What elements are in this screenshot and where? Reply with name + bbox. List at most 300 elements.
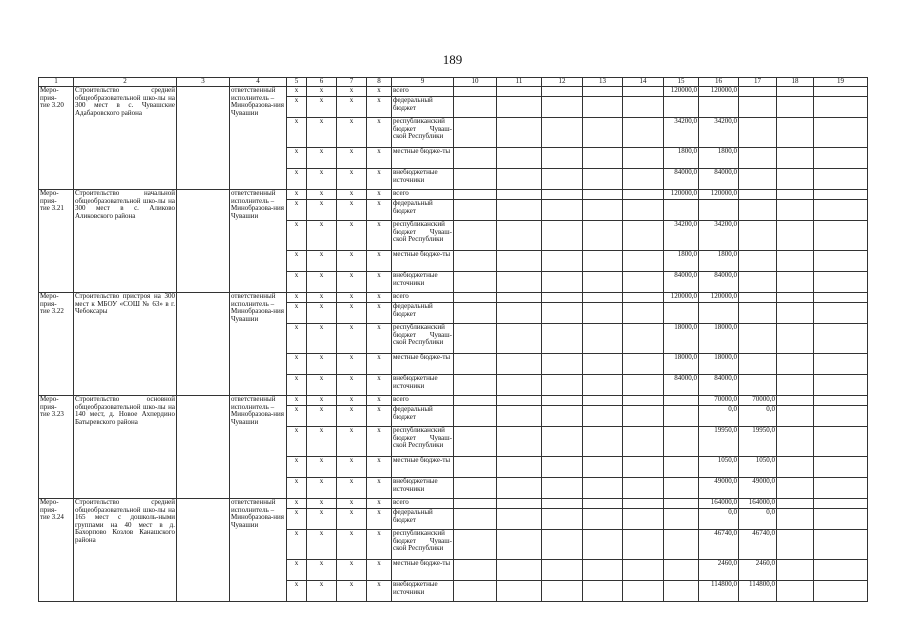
- empty-cell: [497, 97, 542, 118]
- empty-cell: [623, 118, 664, 148]
- funding-source: республиканский бюджет Чуваш-ской Республики: [392, 118, 454, 148]
- empty-cell: [623, 221, 664, 251]
- empty-cell: [777, 272, 814, 293]
- value-cell: 46740,0: [699, 530, 739, 560]
- empty-cell: [814, 221, 868, 251]
- value-cell: [739, 221, 777, 251]
- empty-cell: [814, 97, 868, 118]
- column-header: 9: [392, 78, 454, 87]
- empty-cell: [777, 354, 814, 375]
- value-cell: 2460,0: [699, 560, 739, 581]
- empty-cell: [777, 118, 814, 148]
- empty-cell: [583, 251, 623, 272]
- code-cell: х: [337, 396, 367, 406]
- empty-cell: [623, 530, 664, 560]
- empty-cell: [542, 560, 583, 581]
- code-cell: х: [337, 560, 367, 581]
- empty-cell: [454, 530, 497, 560]
- empty-cell: [454, 375, 497, 396]
- empty-cell: [623, 272, 664, 293]
- code-cell: х: [337, 118, 367, 148]
- funding-source: федеральный бюджет: [392, 509, 454, 530]
- empty-cell: [814, 148, 868, 169]
- code-cell: х: [307, 427, 337, 457]
- code-cell: х: [337, 499, 367, 509]
- empty-cell: [583, 396, 623, 406]
- empty-cell: [497, 293, 542, 303]
- value-cell: 1800,0: [664, 148, 699, 169]
- code-cell: х: [287, 293, 307, 303]
- activity-executor: ответственный исполнитель – Минобразова-ния Чувашии: [230, 293, 287, 396]
- empty-cell: [583, 272, 623, 293]
- value-cell: 0,0: [699, 406, 739, 427]
- code-cell: х: [337, 190, 367, 200]
- code-cell: х: [337, 148, 367, 169]
- empty-cell: [542, 190, 583, 200]
- funding-source: внебюджетные источники: [392, 478, 454, 499]
- column-header: 14: [623, 78, 664, 87]
- value-cell: [739, 87, 777, 97]
- activity-executor: ответственный исполнитель – Минобразова-ния Чувашии: [230, 499, 287, 602]
- value-cell: 49000,0: [739, 478, 777, 499]
- activity-executor: ответственный исполнитель – Минобразова-ния Чувашии: [230, 190, 287, 293]
- code-cell: х: [287, 221, 307, 251]
- empty-cell: [454, 324, 497, 354]
- code-cell: х: [337, 87, 367, 97]
- value-cell: [664, 406, 699, 427]
- empty-cell: [542, 148, 583, 169]
- empty-cell: [497, 190, 542, 200]
- value-cell: 84000,0: [699, 375, 739, 396]
- empty-cell: [454, 293, 497, 303]
- value-cell: [739, 169, 777, 190]
- code-cell: х: [287, 200, 307, 221]
- empty-cell: [497, 375, 542, 396]
- code-cell: х: [367, 200, 392, 221]
- empty-cell: [814, 457, 868, 478]
- code-cell: х: [287, 354, 307, 375]
- code-cell: х: [307, 509, 337, 530]
- empty-cell: [777, 499, 814, 509]
- empty-cell: [623, 354, 664, 375]
- code-cell: х: [287, 97, 307, 118]
- empty-cell: [623, 375, 664, 396]
- code-cell: х: [307, 324, 337, 354]
- code-cell: х: [337, 221, 367, 251]
- empty-cell: [542, 303, 583, 324]
- code-cell: х: [287, 499, 307, 509]
- empty-cell: [497, 396, 542, 406]
- code-cell: х: [367, 303, 392, 324]
- code-cell: х: [337, 375, 367, 396]
- code-cell: х: [287, 427, 307, 457]
- empty-cell: [454, 581, 497, 602]
- code-cell: х: [337, 354, 367, 375]
- empty-cell: [777, 530, 814, 560]
- column-header: 2: [74, 78, 177, 87]
- code-cell: х: [307, 221, 337, 251]
- value-cell: [664, 478, 699, 499]
- empty-cell: [542, 251, 583, 272]
- value-cell: [664, 509, 699, 530]
- funding-source: внебюджетные источники: [392, 272, 454, 293]
- value-cell: 0,0: [739, 509, 777, 530]
- empty-cell: [777, 324, 814, 354]
- funding-source: федеральный бюджет: [392, 406, 454, 427]
- funding-source: федеральный бюджет: [392, 200, 454, 221]
- value-cell: [664, 97, 699, 118]
- code-cell: х: [367, 530, 392, 560]
- value-cell: 84000,0: [699, 272, 739, 293]
- empty-cell: [583, 303, 623, 324]
- table-row: [39, 87, 868, 97]
- empty-cell: [583, 560, 623, 581]
- empty-cell: [454, 354, 497, 375]
- code-cell: х: [307, 457, 337, 478]
- value-cell: 120000,0: [664, 190, 699, 200]
- empty-cell: [814, 169, 868, 190]
- code-cell: х: [307, 272, 337, 293]
- value-cell: 1050,0: [699, 457, 739, 478]
- empty-cell: [623, 148, 664, 169]
- column-header: 11: [497, 78, 542, 87]
- empty-cell: [177, 87, 230, 190]
- code-cell: х: [337, 478, 367, 499]
- empty-cell: [814, 581, 868, 602]
- empty-cell: [814, 293, 868, 303]
- code-cell: х: [287, 169, 307, 190]
- value-cell: [739, 272, 777, 293]
- code-cell: х: [287, 251, 307, 272]
- value-cell: [664, 499, 699, 509]
- empty-cell: [623, 87, 664, 97]
- empty-cell: [497, 427, 542, 457]
- empty-cell: [623, 97, 664, 118]
- empty-cell: [454, 200, 497, 221]
- code-cell: х: [307, 200, 337, 221]
- value-cell: [664, 200, 699, 221]
- empty-cell: [454, 118, 497, 148]
- value-cell: [739, 97, 777, 118]
- code-cell: х: [337, 324, 367, 354]
- code-cell: х: [337, 169, 367, 190]
- funding-source: внебюджетные источники: [392, 375, 454, 396]
- value-cell: 70000,0: [699, 396, 739, 406]
- activity-id: Меро- прия- тие 3.20: [39, 87, 74, 190]
- funding-source: местные бюдже-ты: [392, 560, 454, 581]
- code-cell: х: [367, 354, 392, 375]
- empty-cell: [454, 478, 497, 499]
- value-cell: 120000,0: [664, 293, 699, 303]
- empty-cell: [177, 499, 230, 602]
- empty-cell: [777, 251, 814, 272]
- empty-cell: [542, 457, 583, 478]
- empty-cell: [454, 169, 497, 190]
- activity-id: Меро- прия- тие 3.24: [39, 499, 74, 602]
- empty-cell: [177, 293, 230, 396]
- code-cell: х: [307, 354, 337, 375]
- code-cell: х: [287, 396, 307, 406]
- value-cell: 84000,0: [664, 169, 699, 190]
- funding-source: республиканский бюджет Чуваш-ской Республики: [392, 530, 454, 560]
- table-row: [39, 293, 868, 303]
- empty-cell: [814, 87, 868, 97]
- empty-cell: [777, 406, 814, 427]
- empty-cell: [454, 272, 497, 293]
- code-cell: х: [307, 581, 337, 602]
- empty-cell: [777, 293, 814, 303]
- empty-cell: [497, 148, 542, 169]
- funding-source: федеральный бюджет: [392, 303, 454, 324]
- code-cell: х: [307, 406, 337, 427]
- empty-cell: [814, 560, 868, 581]
- empty-cell: [454, 560, 497, 581]
- empty-cell: [583, 293, 623, 303]
- empty-cell: [583, 169, 623, 190]
- empty-cell: [177, 396, 230, 499]
- value-cell: 164000,0: [739, 499, 777, 509]
- value-cell: [664, 457, 699, 478]
- empty-cell: [497, 200, 542, 221]
- empty-cell: [454, 148, 497, 169]
- code-cell: х: [287, 560, 307, 581]
- empty-cell: [454, 406, 497, 427]
- value-cell: [739, 375, 777, 396]
- code-cell: х: [307, 396, 337, 406]
- funding-source: всего: [392, 499, 454, 509]
- empty-cell: [497, 251, 542, 272]
- code-cell: х: [367, 169, 392, 190]
- value-cell: [739, 324, 777, 354]
- empty-cell: [583, 478, 623, 499]
- table-row: [39, 396, 868, 406]
- code-cell: х: [307, 97, 337, 118]
- empty-cell: [497, 457, 542, 478]
- empty-cell: [542, 375, 583, 396]
- code-cell: х: [367, 581, 392, 602]
- value-cell: [739, 200, 777, 221]
- empty-cell: [497, 499, 542, 509]
- value-cell: 34200,0: [664, 221, 699, 251]
- code-cell: х: [307, 530, 337, 560]
- column-header: 5: [287, 78, 307, 87]
- empty-cell: [623, 190, 664, 200]
- value-cell: 34200,0: [664, 118, 699, 148]
- empty-cell: [814, 354, 868, 375]
- empty-cell: [542, 581, 583, 602]
- value-cell: [664, 581, 699, 602]
- empty-cell: [542, 169, 583, 190]
- code-cell: х: [367, 375, 392, 396]
- value-cell: [739, 303, 777, 324]
- code-cell: х: [307, 293, 337, 303]
- funding-source: внебюджетные источники: [392, 581, 454, 602]
- value-cell: [664, 530, 699, 560]
- funding-source: федеральный бюджет: [392, 97, 454, 118]
- empty-cell: [542, 97, 583, 118]
- code-cell: х: [287, 148, 307, 169]
- empty-cell: [583, 499, 623, 509]
- page-number: 189: [442, 52, 463, 67]
- column-header: 18: [777, 78, 814, 87]
- empty-cell: [542, 354, 583, 375]
- empty-cell: [497, 406, 542, 427]
- code-cell: х: [367, 427, 392, 457]
- code-cell: х: [287, 375, 307, 396]
- code-cell: х: [367, 457, 392, 478]
- empty-cell: [583, 221, 623, 251]
- code-cell: х: [367, 406, 392, 427]
- value-cell: 1800,0: [699, 251, 739, 272]
- code-cell: х: [337, 427, 367, 457]
- empty-cell: [542, 272, 583, 293]
- code-cell: х: [337, 251, 367, 272]
- activity-executor: ответственный исполнитель – Минобразова-ния Чувашии: [230, 396, 287, 499]
- value-cell: 1800,0: [664, 251, 699, 272]
- empty-cell: [583, 581, 623, 602]
- code-cell: х: [367, 293, 392, 303]
- empty-cell: [583, 375, 623, 396]
- value-cell: 2460,0: [739, 560, 777, 581]
- code-cell: х: [367, 97, 392, 118]
- empty-cell: [583, 427, 623, 457]
- empty-cell: [454, 87, 497, 97]
- empty-cell: [454, 221, 497, 251]
- column-header: 16: [699, 78, 739, 87]
- value-cell: 19950,0: [739, 427, 777, 457]
- funding-source: республиканский бюджет Чуваш-ской Республики: [392, 427, 454, 457]
- empty-cell: [454, 499, 497, 509]
- value-cell: [739, 118, 777, 148]
- code-cell: х: [287, 272, 307, 293]
- empty-cell: [542, 293, 583, 303]
- value-cell: 120000,0: [699, 87, 739, 97]
- empty-cell: [814, 324, 868, 354]
- code-cell: х: [287, 324, 307, 354]
- empty-cell: [583, 457, 623, 478]
- empty-cell: [623, 581, 664, 602]
- column-header: 17: [739, 78, 777, 87]
- empty-cell: [497, 169, 542, 190]
- empty-cell: [454, 97, 497, 118]
- empty-cell: [777, 87, 814, 97]
- table-row: [39, 190, 868, 200]
- code-cell: х: [337, 293, 367, 303]
- value-cell: [664, 560, 699, 581]
- empty-cell: [542, 221, 583, 251]
- empty-cell: [583, 530, 623, 560]
- activity-executor: ответственный исполнитель – Минобразова-ния Чувашии: [230, 87, 287, 190]
- column-header: 7: [337, 78, 367, 87]
- empty-cell: [583, 509, 623, 530]
- funding-source: республиканский бюджет Чуваш-ской Республики: [392, 324, 454, 354]
- empty-cell: [623, 200, 664, 221]
- empty-cell: [542, 478, 583, 499]
- value-cell: 1050,0: [739, 457, 777, 478]
- empty-cell: [814, 375, 868, 396]
- code-cell: х: [287, 118, 307, 148]
- funding-source: республиканский бюджет Чуваш-ской Республики: [392, 221, 454, 251]
- empty-cell: [623, 457, 664, 478]
- empty-cell: [583, 87, 623, 97]
- empty-cell: [814, 190, 868, 200]
- value-cell: 114800,0: [699, 581, 739, 602]
- empty-cell: [777, 148, 814, 169]
- empty-cell: [454, 457, 497, 478]
- empty-cell: [497, 509, 542, 530]
- empty-cell: [814, 406, 868, 427]
- empty-cell: [777, 221, 814, 251]
- code-cell: х: [307, 190, 337, 200]
- empty-cell: [814, 118, 868, 148]
- empty-cell: [623, 509, 664, 530]
- empty-cell: [497, 560, 542, 581]
- code-cell: х: [287, 190, 307, 200]
- empty-cell: [814, 396, 868, 406]
- funding-source: местные бюдже-ты: [392, 354, 454, 375]
- code-cell: х: [367, 499, 392, 509]
- empty-cell: [454, 251, 497, 272]
- empty-cell: [497, 272, 542, 293]
- empty-cell: [497, 581, 542, 602]
- empty-cell: [623, 303, 664, 324]
- value-cell: [699, 97, 739, 118]
- empty-cell: [497, 87, 542, 97]
- empty-cell: [777, 560, 814, 581]
- code-cell: х: [307, 375, 337, 396]
- empty-cell: [777, 200, 814, 221]
- code-cell: х: [367, 560, 392, 581]
- empty-cell: [777, 375, 814, 396]
- funding-source: местные бюдже-ты: [392, 457, 454, 478]
- empty-cell: [814, 478, 868, 499]
- value-cell: 70000,0: [739, 396, 777, 406]
- column-header: 19: [814, 78, 868, 87]
- code-cell: х: [337, 272, 367, 293]
- activity-name: Строительство основной общеобразовательной шко-лы на 140 мест, д. Новое Ахпердино Батыревского района: [74, 396, 177, 499]
- value-cell: [699, 200, 739, 221]
- empty-cell: [542, 530, 583, 560]
- code-cell: х: [337, 97, 367, 118]
- empty-cell: [497, 478, 542, 499]
- empty-cell: [777, 427, 814, 457]
- column-header: 15: [664, 78, 699, 87]
- value-cell: [739, 354, 777, 375]
- funding-source: местные бюдже-ты: [392, 251, 454, 272]
- activity-name: Строительство средней общеобразовательной шко-лы на 300 мест в с. Чувашские Адабаровского района: [74, 87, 177, 190]
- code-cell: х: [367, 272, 392, 293]
- code-cell: х: [367, 478, 392, 499]
- empty-cell: [542, 87, 583, 97]
- column-header: 3: [177, 78, 230, 87]
- empty-cell: [623, 406, 664, 427]
- column-header: 8: [367, 78, 392, 87]
- empty-cell: [623, 478, 664, 499]
- value-cell: 34200,0: [699, 118, 739, 148]
- column-header: 4: [230, 78, 287, 87]
- code-cell: х: [307, 251, 337, 272]
- funding-source: всего: [392, 87, 454, 97]
- empty-cell: [814, 272, 868, 293]
- empty-cell: [497, 221, 542, 251]
- funding-source: внебюджетные источники: [392, 169, 454, 190]
- empty-cell: [777, 303, 814, 324]
- code-cell: х: [307, 148, 337, 169]
- code-cell: х: [367, 118, 392, 148]
- code-cell: х: [287, 457, 307, 478]
- empty-cell: [814, 530, 868, 560]
- empty-cell: [623, 499, 664, 509]
